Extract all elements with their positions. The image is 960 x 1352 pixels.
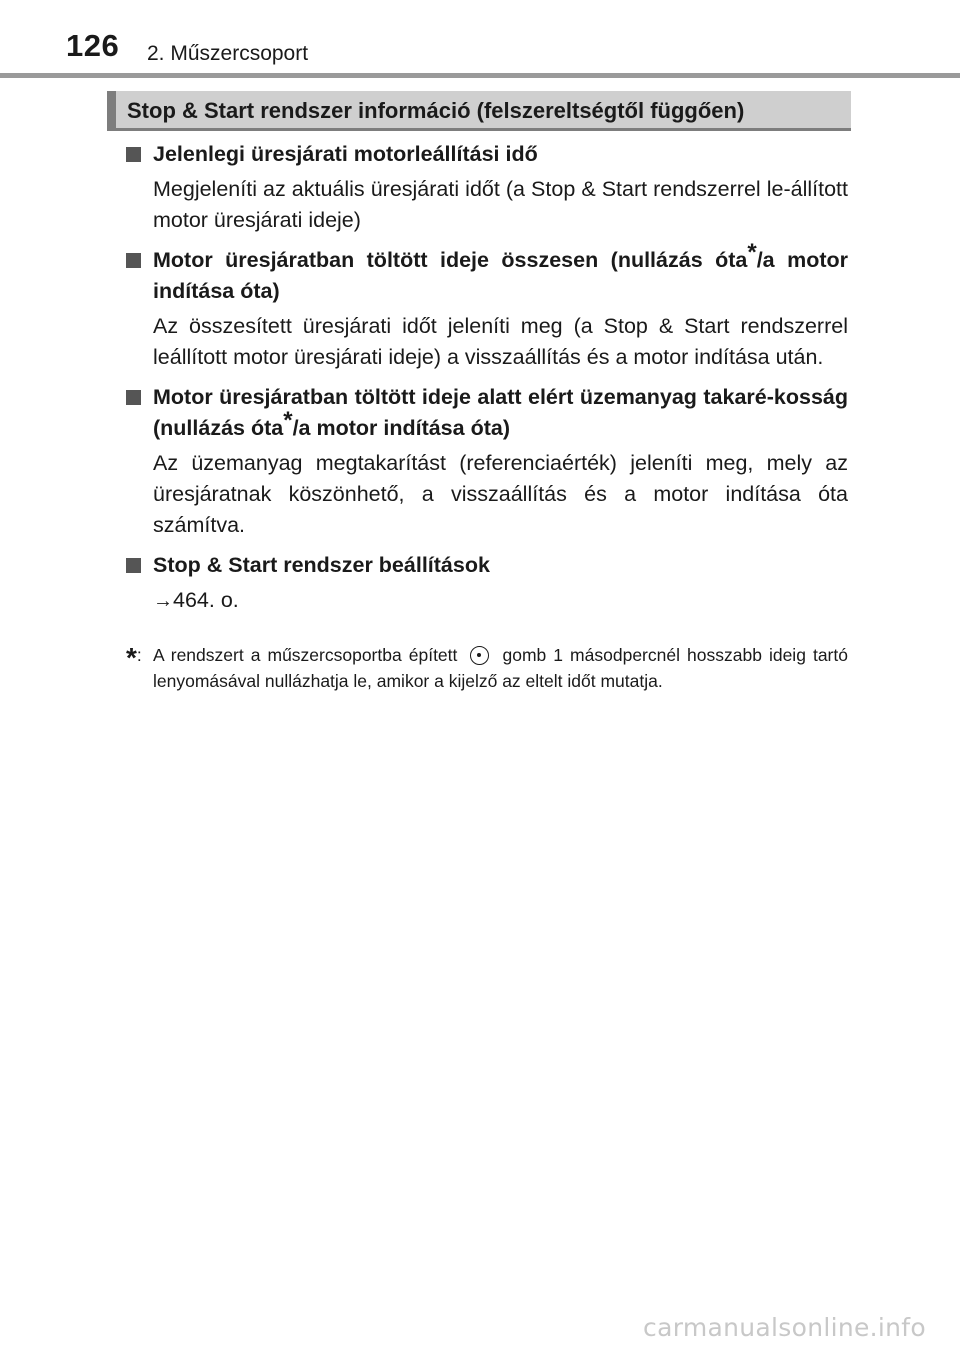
item-heading — [126, 238, 848, 307]
footnote-text-part: A rendszert a műszercsoportba épített — [153, 645, 458, 665]
list-item — [126, 238, 848, 373]
content — [126, 139, 848, 626]
section-title: Stop & Start rendszer információ (felszereltségtől függően) — [127, 98, 745, 123]
footnote-text-part: gomb 1 másodpercnél hosszabb ideig tartó lenyomásával nullázhatja le, amikor a kijelző az eltelt időt mutatja. — [153, 645, 848, 691]
item-body: Megjeleníti az aktuális üresjárati időt (a Stop & Start rendszerrel le-állított motor üresjárati ideje) — [153, 177, 848, 232]
item-heading-text-part: /a motor indítása óta) — [153, 248, 848, 303]
dot-button-icon — [470, 646, 489, 665]
square-bullet-icon — [126, 390, 141, 405]
header-divider — [0, 73, 960, 78]
section-banner — [107, 91, 851, 131]
item-body: Az üzemanyag megtakarítást (referenciaérték) jeleníti meg, mely az üresjáratnak köszönhető, a visszaállítás és a motor indítása óta számítva. — [153, 451, 848, 537]
list-item — [126, 382, 848, 541]
list-item — [126, 139, 848, 236]
footnote-colon: : — [136, 645, 142, 665]
item-heading — [126, 382, 848, 444]
page-reference[interactable] — [153, 585, 848, 617]
item-heading-text-part: /a motor indítása óta) — [292, 416, 510, 440]
watermark: carmanualsonline.info — [643, 1313, 926, 1342]
arrow-right-icon: → — [153, 590, 173, 612]
square-bullet-icon — [126, 558, 141, 573]
item-heading-text — [153, 382, 848, 444]
section-banner-bar — [107, 91, 116, 128]
footnote — [126, 642, 848, 694]
asterisk-mark: * — [126, 642, 137, 673]
item-heading — [126, 550, 848, 581]
item-heading-text — [153, 238, 848, 307]
item-heading — [126, 139, 848, 170]
page-reference-text: 464. o. — [173, 588, 239, 612]
asterisk-mark: * — [747, 238, 757, 266]
asterisk-mark: * — [283, 406, 293, 434]
item-heading-text: Stop & Start rendszer beállítások — [153, 553, 490, 577]
item-body: Az összesített üresjárati időt jeleníti meg (a Stop & Start rendszerrel leállított motor üresjárati ideje) a visszaállítás és a motor indítása után. — [153, 314, 848, 369]
item-heading-text-part: Motor üresjáratban töltött ideje összesen (nullázás óta — [153, 248, 748, 272]
page-number: 126 — [66, 28, 120, 63]
footnote-text — [153, 642, 848, 694]
footnote-mark — [126, 642, 153, 694]
list-item — [126, 550, 848, 617]
square-bullet-icon — [126, 253, 141, 268]
item-heading-text: Jelenlegi üresjárati motorleállítási idő — [153, 142, 538, 166]
square-bullet-icon — [126, 147, 141, 162]
chapter-title: 2. Műszercsoport — [147, 42, 309, 65]
item-heading-text-part: Motor üresjáratban töltött ideje alatt elért üzemanyag takaré-kosság (nullázás óta — [153, 385, 848, 440]
